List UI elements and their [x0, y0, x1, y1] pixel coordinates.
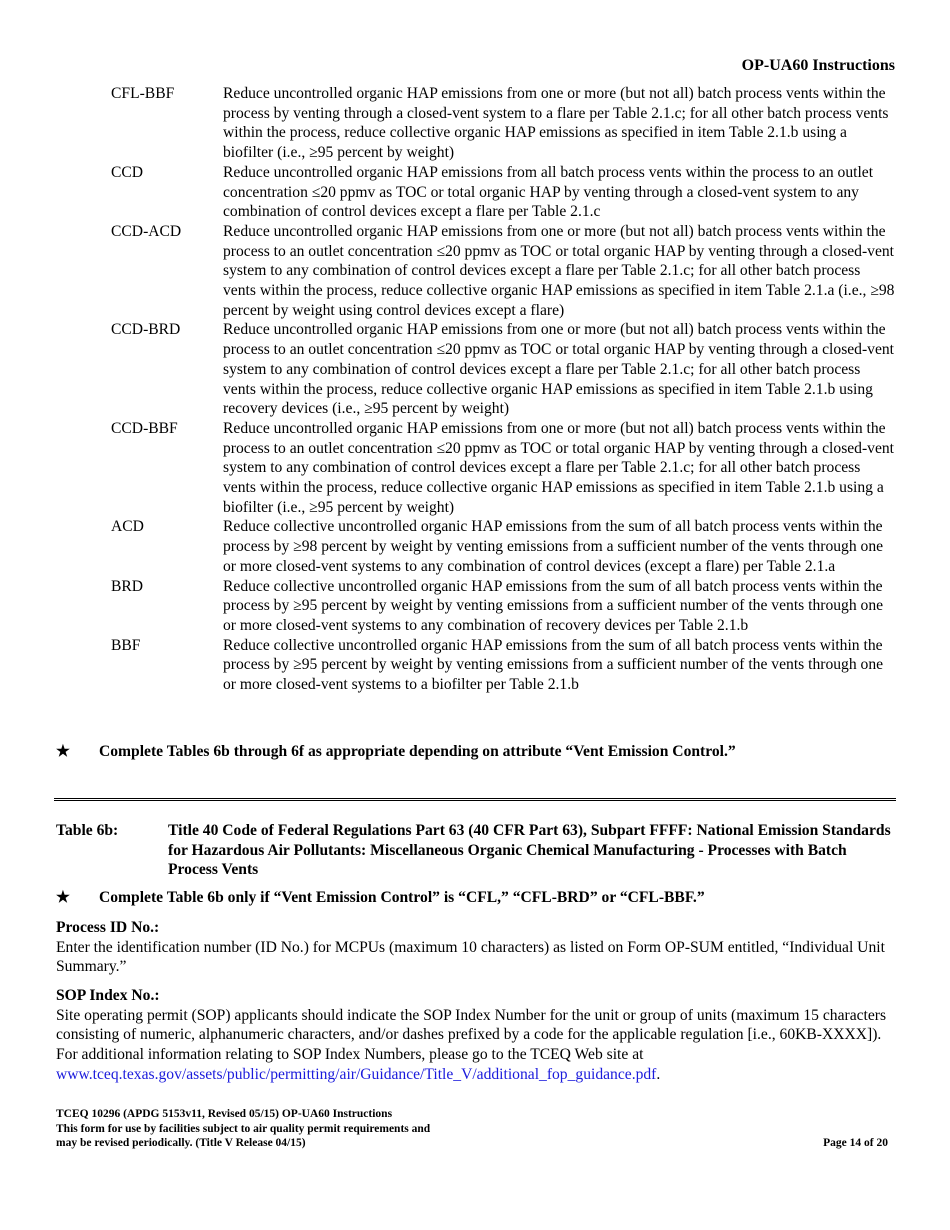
guidance-link[interactable]: www.tceq.texas.gov/assets/public/permitting/air/Guidance/Title_V/additional_fop_guidance.pdf — [56, 1065, 657, 1083]
code-description: Reduce uncontrolled organic HAP emissions from one or more (but not all) batch process vents within the process to an outlet concentration ≤20 ppmv as TOC or total organic HAP by venting through a closed-vent system to any combination of control devices except a flare per Table 2.1.c; for all other batch process vents within the process, reduce collective organic HAP emissions as specified in item Table 2.1.a (i.e., ≥98 percent by weight using control devices except a flare) — [223, 222, 895, 319]
section-text: Enter the identification number (ID No.) for MCPUs (maximum 10 characters) as listed on Form OP-SUM entitled, “Individual Unit Summary.” — [56, 938, 885, 976]
sop-text-after: . — [656, 1065, 661, 1083]
sop-text-before: Site operating permit (SOP) applicants should indicate the SOP Index Number for the unit or group of units (maximum 15 characters consisting of numeric, alphanumeric characters, and/or dashes prefixed by a code for the applicable regulation [i.e., 60KB-XXXX]). For additional information relating to SOP Index Numbers, please go to the TCEQ Web site at — [56, 1006, 887, 1064]
code-row — [111, 222, 896, 321]
star-icon: ★ — [56, 743, 70, 760]
table-label: Table 6b: — [56, 822, 119, 839]
footer-line: may be revised periodically. (Title V Release 04/15) — [56, 1137, 306, 1149]
code-label: CCD-ACD — [111, 222, 182, 240]
footer-form-info — [56, 1107, 430, 1151]
footer-line: TCEQ 10296 (APDG 5153v11, Revised 05/15) OP-UA60 Instructions — [56, 1108, 393, 1120]
code-label: CCD — [111, 163, 144, 181]
sop-index-section — [56, 986, 896, 1085]
code-label: CCD-BBF — [111, 419, 178, 437]
code-row — [111, 577, 896, 636]
code-row — [111, 320, 896, 419]
code-label: BRD — [111, 577, 144, 595]
footer-line: This form for use by facilities subject to air quality permit requirements and — [56, 1122, 431, 1135]
page-number: Page 14 of 20 — [823, 1137, 888, 1149]
section-divider — [54, 798, 896, 801]
instruction-text: Complete Tables 6b through 6f as appropriate depending on attribute “Vent Emission Control.” — [99, 743, 736, 760]
vent-emission-control-codes — [111, 84, 896, 695]
code-label: BBF — [111, 636, 141, 654]
table-title: Title 40 Code of Federal Regulations Part 63 (40 CFR Part 63), Subpart FFFF: National Emission Standards for Hazardous Air Pollutants: Miscellaneous Organic Chemical Manufacturing - Processes with Batch Process Vents — [168, 822, 891, 879]
process-id-section — [56, 918, 896, 977]
code-description: Reduce uncontrolled organic HAP emissions from all batch process vents within the process to an outlet concentration ≤20 ppmv as TOC or total organic HAP by venting through a closed-vent system to any combination of control devices except a flare per Table 2.1.c — [223, 163, 874, 221]
code-description: Reduce uncontrolled organic HAP emissions from one or more (but not all) batch process vents within the process to an outlet concentration ≤20 ppmv as TOC or total organic HAP by venting through a closed-vent system to any combination of control devices except a flare per Table 2.1.c; for all other batch process vents within the process, reduce collective organic HAP emissions as specified in item Table 2.1.b using a biofilter (i.e., ≥95 percent by weight) — [223, 419, 895, 516]
code-label: CFL-BBF — [111, 85, 175, 102]
code-label: ACD — [111, 518, 144, 536]
code-label: CCD-BRD — [111, 321, 181, 339]
star-icon: ★ — [56, 889, 70, 906]
code-row — [111, 84, 896, 163]
code-description: Reduce collective uncontrolled organic HAP emissions from the sum of all batch process vents within the process by ≥98 percent by weight by venting emissions from a sufficient number of the vents through one or more closed-vent systems to any combination of control devices (except a flare) per Table 2.1.a — [223, 518, 884, 575]
code-row — [111, 517, 896, 576]
section-heading: SOP Index No.: — [56, 987, 160, 1004]
section-text — [56, 1006, 896, 1085]
code-row — [111, 636, 896, 695]
page-header-title: OP-UA60 Instructions — [741, 57, 895, 74]
code-description: Reduce uncontrolled organic HAP emissions from one or more (but not all) batch process vents within the process to an outlet concentration ≤20 ppmv as TOC or total organic HAP by venting through a closed-vent system to any combination of control devices except a flare per Table 2.1.c; for all other batch process vents within the process, reduce collective organic HAP emissions as specified in item Table 2.1.b using recovery devices (i.e., ≥95 percent by weight) — [223, 321, 895, 418]
instruction-text: Complete Table 6b only if “Vent Emission Control” is “CFL,” “CFL-BRD” or “CFL-BBF.” — [99, 889, 705, 906]
code-description: Reduce collective uncontrolled organic HAP emissions from the sum of all batch process vents within the process by ≥95 percent by weight by venting emissions from a sufficient number of the vents through one or more closed-vent systems to a biofilter per Table 2.1.b — [223, 636, 884, 694]
code-description: Reduce collective uncontrolled organic HAP emissions from the sum of all batch process vents within the process by ≥95 percent by weight by venting emissions from a sufficient number of the vents through one or more closed-vent systems to any combination of recovery devices per Table 2.1.b — [223, 577, 884, 634]
section-heading: Process ID No.: — [56, 919, 160, 936]
code-row — [111, 163, 896, 222]
code-description: Reduce uncontrolled organic HAP emissions from one or more (but not all) batch process vents within the process by venting through a closed-vent system to a flare per Table 2.1.c; for all other batch process vents within the process, reduce collective organic HAP emissions as specified in item Table 2.1.b using a biofilter (i.e., ≥95 percent by weight) — [223, 85, 889, 162]
code-row — [111, 419, 896, 518]
